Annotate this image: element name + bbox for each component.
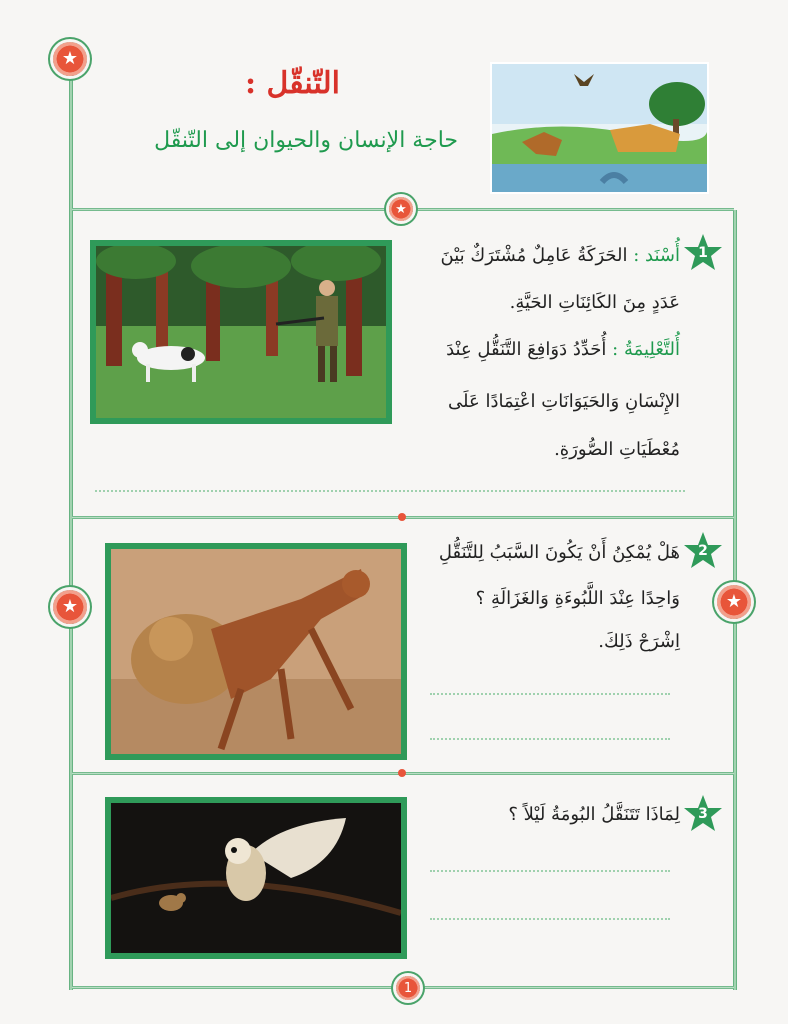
section-1-line-3: أُلتَّعْلِيمَةُ : أُحَدِّدُ دَوَافِعَ التَّنَقُّلِ عِنْدَ (446, 339, 680, 360)
section-1-line-1: أُسْنَد : الحَرَكَةُ عَامِلٌ مُشْتَرَكٌ بَيْنَ (440, 245, 680, 266)
page-number-badge (396, 976, 420, 1000)
question-3-star-icon (683, 793, 723, 833)
frame-left-line (69, 75, 73, 990)
section-1-line-2: عَدَدٍ مِنَ الكَائِنَاتِ الحَيَّةِ. (509, 292, 680, 313)
owl-image-card (105, 797, 407, 959)
divider-top-medal: ★ (389, 197, 413, 221)
section-1-line-5: مُعْطَيَاتِ الصُّورَةِ. (554, 439, 680, 460)
question-2-number: 2 (698, 543, 708, 559)
answer-line-2b[interactable] (430, 738, 670, 740)
page-number: 1 (403, 980, 413, 996)
lesson-subtitle: حاجة الإنسان والحيوان إلى التّنقّل (154, 128, 458, 153)
answer-line-2a[interactable] (430, 693, 670, 695)
header-illustration (490, 62, 709, 194)
answer-line-3b[interactable] (430, 918, 670, 920)
side-medal-right: ★ (717, 585, 751, 619)
question-2-star-icon (683, 530, 723, 570)
section-2-line-1: هَلْ يُمْكِنُ أَنْ يَكُونَ السَّبَبُ لِلتَّنَقُّلِ (438, 542, 680, 563)
lesson-title: التّنقّل : (245, 66, 340, 101)
section-1-line-4: الإِنْسَانِ وَالحَيَوَانَاتِ اعْتِمَادًا عَلَى (448, 391, 680, 412)
question-3-number: 3 (698, 806, 708, 822)
divider-middle-1-dot (398, 513, 406, 521)
divider-middle-2-dot (398, 769, 406, 777)
answer-line-3a[interactable] (430, 870, 670, 872)
question-1-star-icon (683, 232, 723, 272)
corner-medal-top-left: ★ (53, 42, 87, 76)
hunter-image-card (90, 240, 392, 424)
lioness-gazelle-image-card (105, 543, 407, 760)
section-3-line-1: لِمَاذَا تَتَنَقَّلُ البُومَةُ لَيْلاً ؟ (508, 804, 680, 825)
question-1-number: 1 (698, 245, 708, 261)
section-2-line-3: اِشْرَحْ ذَلِكَ. (598, 631, 680, 652)
answer-line-1[interactable] (95, 490, 685, 492)
side-medal-left: ★ (53, 590, 87, 624)
section-2-line-2: وَاحِدًا عِنْدَ اللَّبُوءَةِ وَالغَزَالَةِ ؟ (475, 588, 680, 609)
